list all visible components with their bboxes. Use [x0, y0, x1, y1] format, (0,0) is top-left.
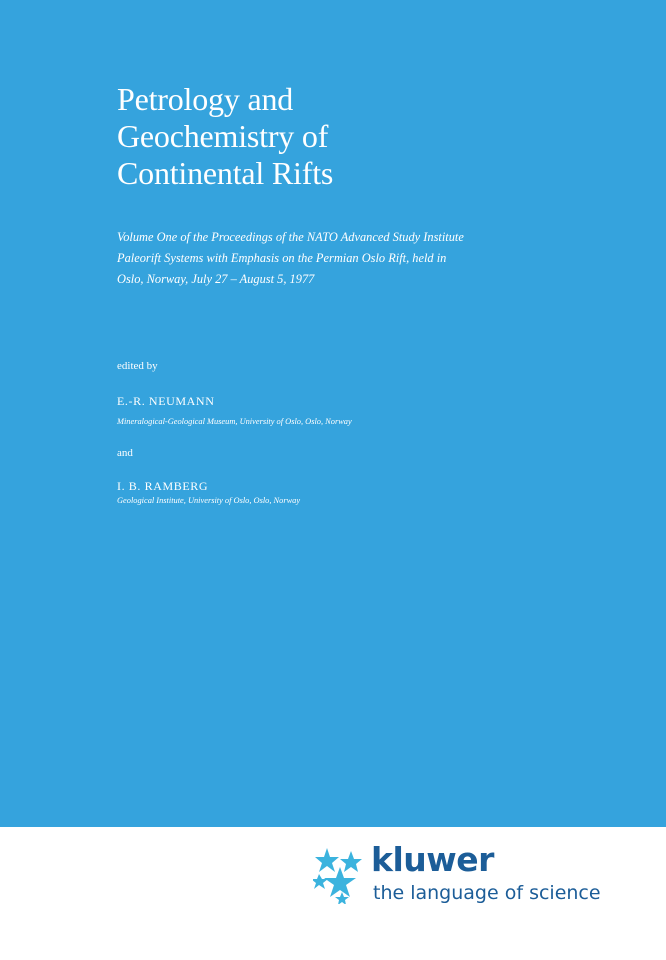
and-label: and	[117, 447, 133, 459]
editor-affiliation-1: Mineralogical-Geological Museum, University of Oslo, Oslo, Norway	[117, 417, 352, 426]
kluwer-stars-icon	[313, 848, 369, 904]
subtitle-line-1: Volume One of the Proceedings of the NATO Advanced Study Institute	[117, 230, 464, 244]
book-title	[117, 81, 333, 192]
subtitle-line-2: Paleorift Systems with Emphasis on the Permian Oslo Rift, held in	[117, 251, 447, 265]
title-line-2: Geochemistry of	[117, 118, 329, 154]
editor-name-1: E.-R. NEUMANN	[117, 394, 215, 408]
publisher-logo	[313, 840, 613, 918]
subtitle-line-3: Oslo, Norway, July 27 – August 5, 1977	[117, 272, 315, 286]
book-subtitle	[117, 227, 587, 290]
publisher-name: kluwer	[371, 840, 494, 879]
editor-affiliation-2: Geological Institute, University of Oslo, Oslo, Norway	[117, 496, 301, 505]
edited-by-label: edited by	[117, 360, 158, 372]
title-line-3: Continental Rifts	[117, 155, 334, 191]
title-line-1: Petrology and	[117, 81, 294, 117]
publisher-tagline: the language of science	[373, 882, 601, 904]
editor-name-2: I. B. RAMBERG	[117, 479, 209, 493]
